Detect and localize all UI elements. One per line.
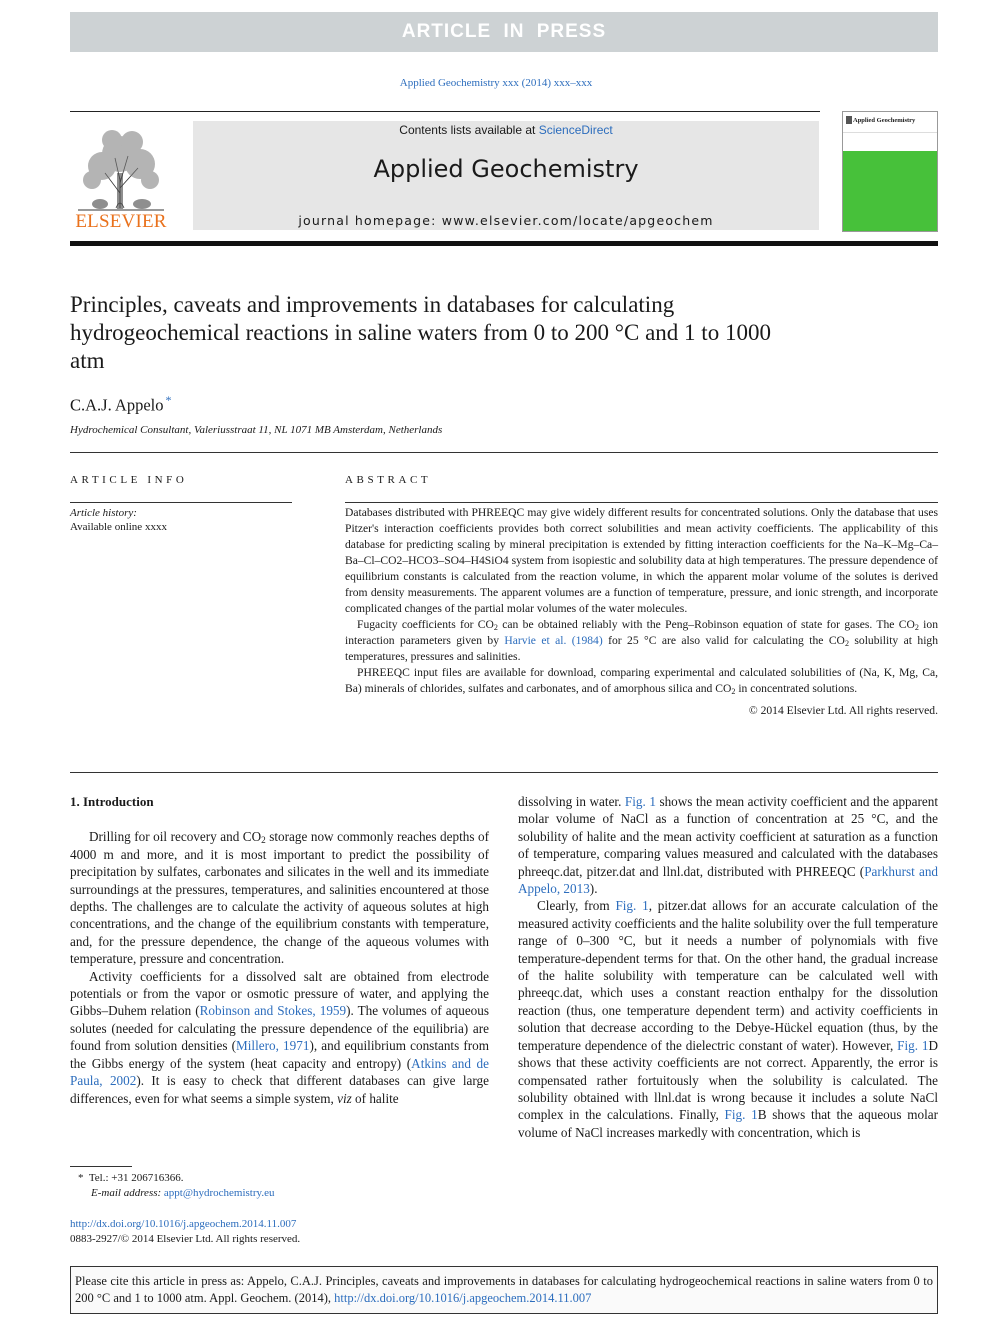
abstract-body xyxy=(345,505,938,719)
introduction-heading: 1. Introduction xyxy=(70,794,154,809)
intro-paragraph-1: Drilling for oil recovery and $CO_2$ storage now commonly reaches depths of 4000 m and more, and it is most important to predict the possibility of precipitation by sulfates, carbonates and silicates in the well and its immediate surroundings at the pressures, temperatures, and salinities encountered at those depths. The challenges are to calculate the activity of aqueous solutes at high concentrations, and the change of the equilibrium constants with temperature, and, for the pressure dependence, the change of the aqueous volumes with temperature, pressure and concentration. xyxy=(70,829,489,967)
fig1-link[interactable]: Fig. 1 xyxy=(615,898,649,914)
footnote-telephone: * Tel.: +31 206716366. xyxy=(78,1172,184,1184)
abstract-paragraph-3: PHREEQC input files are available for download, comparing experimental and calculated solubilities of (Na, K, Mg, Ca, Ba) minerals of chlorides, sulfates and carbonates, and of amorphous silica and $CO_2$ in concentrated solutions. xyxy=(345,666,938,696)
journal-cover-thumbnail[interactable] xyxy=(842,111,938,232)
article-info-rule xyxy=(70,502,292,503)
fig1-link[interactable]: Fig. 1 xyxy=(724,1107,758,1123)
abstract-paragraph-1: Databases distributed with PHREEQC may give widely different results for concentrated solutions. Only the database that uses Pitzer's interaction coefficients provides both correct solubilities and mean activity coefficients. The applicability of this database for predicting scaling by mineral precipitation is extended by fitting interaction coefficients for the Na–K–Mg–Ca–Ba–Cl–CO2–HCO3–SO4–H4SiO4 system from isopiestic and solubility data at high temperatures. The pressure dependence of equilibrium constants is calculated from the reaction volume, in which the apparent molar volume of the solutes is derived from density measurements. The apparent volumes are a function of temperature, pressure, and ionic strength, and incorporate complicated changes of the partial molar volumes of the water molecules. xyxy=(345,506,938,615)
elsevier-wordmark: ELSEVIER xyxy=(75,211,167,232)
article-history-value: Available online xxxx xyxy=(70,521,167,533)
footnotes xyxy=(70,1171,274,1201)
journal-reference[interactable]: Applied Geochemistry xxx (2014) xxx–xxx xyxy=(399,77,593,89)
abstract-rule xyxy=(345,502,938,503)
article-info-heading: ARTICLE INFO xyxy=(70,474,188,486)
article-in-press-banner: ARTICLE IN PRESS xyxy=(70,12,938,52)
header-thick-rule xyxy=(70,241,938,246)
atkins-citation-link[interactable]: Atkins and de Paula, 2002 xyxy=(70,1055,489,1089)
info-top-rule xyxy=(70,452,938,453)
journal-homepage[interactable]: journal homepage: www.elsevier.com/locate/apgeochem xyxy=(298,213,714,228)
robinson-stokes-citation-link[interactable]: Robinson and Stokes, 1959 xyxy=(199,1003,347,1019)
sciencedirect-link[interactable]: ScienceDirect xyxy=(538,123,613,137)
article-title: Principles, caveats and improvements in databases for calculating hydrogeochemical reactions in saline waters from 0 to 200 °C and 1 to 1000 atm xyxy=(70,292,771,373)
journal-header-box xyxy=(193,121,819,230)
author: C.A.J. Appelo * xyxy=(70,393,172,415)
abstract-heading: ABSTRACT xyxy=(345,474,432,486)
issn-line: 0883-2927/© 2014 Elsevier Ltd. All rights reserved. xyxy=(70,1233,301,1245)
author-footnote-mark[interactable]: * xyxy=(165,393,172,407)
citation-box: Please cite this article in press as: Appelo, C.A.J. Principles, caveats and improvements in databases for calculating hydrogeochemical reactions in saline waters from 0 to 200 °C and 1 to 1000 atm. Appl. Geochem. (2014), http://dx.doi.org/10.1016/j.apgeochem.2014.11.007 xyxy=(70,1266,938,1314)
body-top-rule xyxy=(70,772,938,773)
parkhurst-appelo-citation-link[interactable]: Parkhurst and Appelo, 2013 xyxy=(518,863,939,897)
doi-link[interactable]: http://dx.doi.org/10.1016/j.apgeochem.2014.11.007 xyxy=(70,1218,297,1230)
intro-paragraph-3: dissolving in water. Fig. 1 shows the mean activity coefficient and the apparent molar volume of NaCl as a function of concentration at 25 °C, and the solubility of halite and the mean activity coefficient at saturation as a function of temperature, comparing values measured and calculated with the databases phreeqc.dat, pitzer.dat and llnl.dat, distributed with PHREEQC (Parkhurst and Appelo, 2013). xyxy=(518,794,939,897)
harvie-citation-link[interactable]: Harvie et al. (1984) xyxy=(504,634,603,647)
doi-block xyxy=(70,1217,300,1247)
cover-logo-icon xyxy=(846,116,852,124)
fig1-link[interactable]: Fig. 1 xyxy=(624,794,656,809)
fig1-link[interactable]: Fig. 1 xyxy=(897,1037,929,1053)
article-history-label: Article history: xyxy=(70,507,137,519)
header-top-rule xyxy=(70,111,820,112)
intro-paragraph-2: Activity coefficients for a dissolved salt are obtained from electrode potentials or from the vapor or osmotic pressure of water, and applying the Gibbs–Duhem relation (Robinson and Stokes, 1959). The volumes of aqueous solutes (needed for calculating the pressure dependence of the equilibria) are found from solution densities (Millero, 1971), and equilibrium constants from the Gibbs energy of the system (heat capacity and entropy) (Atkins and de Paula, 2002). It is easy to check that different databases can give large differences, even for what seems a simple system, viz of halite xyxy=(70,968,490,1106)
intro-paragraph-4: Clearly, from Fig. 1, pitzer.dat allows for an accurate calculation of the measured activity coefficients and the halite solubility over the full temperature range of 0–300 °C, but it needs a number of polynomials with five temperature-dependent terms for that. On the other hand, the gradual increase of the halite solubility with temperature can be calculated well with phreeqc.dat, which uses a constant reaction enthalpy for the dissolution reaction (thus, one temperature dependent term) and activity coefficients in solution that decrease according to the Debye-Hückel equation (thus, by the temperature dependence of the dielectric constant of water). However, Fig. 1D shows that these activity coefficients are not correct. Apparently, the error is compensated rather fortuitously when the solubility is calculated. The solubility obtained with llnl.dat is wrong because it includes a solute NaCl complex in the calculations. Finally, Fig. 1B shows that the aqueous molar volume of NaCl increases markedly with concentration, which is xyxy=(518,898,938,1140)
affiliation: Hydrochemical Consultant, Valeriusstraat 11, NL 1071 MB Amsterdam, Netherlands xyxy=(70,424,443,436)
citation-doi-link[interactable]: http://dx.doi.org/10.1016/j.apgeochem.2014.11.007 xyxy=(334,1291,592,1305)
footnote-email: E-mail address: appt@hydrochemistry.eu xyxy=(91,1187,275,1199)
cover-title: Applied Geochemistry xyxy=(853,117,916,124)
right-column xyxy=(518,793,938,1141)
left-column xyxy=(70,793,489,1107)
abstract-paragraph-2: Fugacity coefficients for $CO_2$ can be obtained reliably with the Peng–Robinson equation of state for gases. The $CO_2$ ion interaction parameters given by Harvie et al. (1984) for 25 °C are also valid for calculating the $CO_2$ solubility at high temperatures, pressures and salinities. xyxy=(345,618,939,663)
contents-line: Contents lists available at ScienceDirect xyxy=(399,123,613,137)
journal-title: Applied Geochemistry xyxy=(373,155,639,183)
millero-citation-link[interactable]: Millero, 1971 xyxy=(236,1038,310,1054)
copyright-notice: © 2014 Elsevier Ltd. All rights reserved. xyxy=(748,704,938,717)
email-link[interactable]: appt@hydrochemistry.eu xyxy=(163,1187,275,1199)
cover-green-panel xyxy=(843,151,937,231)
footnote-rule xyxy=(70,1166,132,1167)
